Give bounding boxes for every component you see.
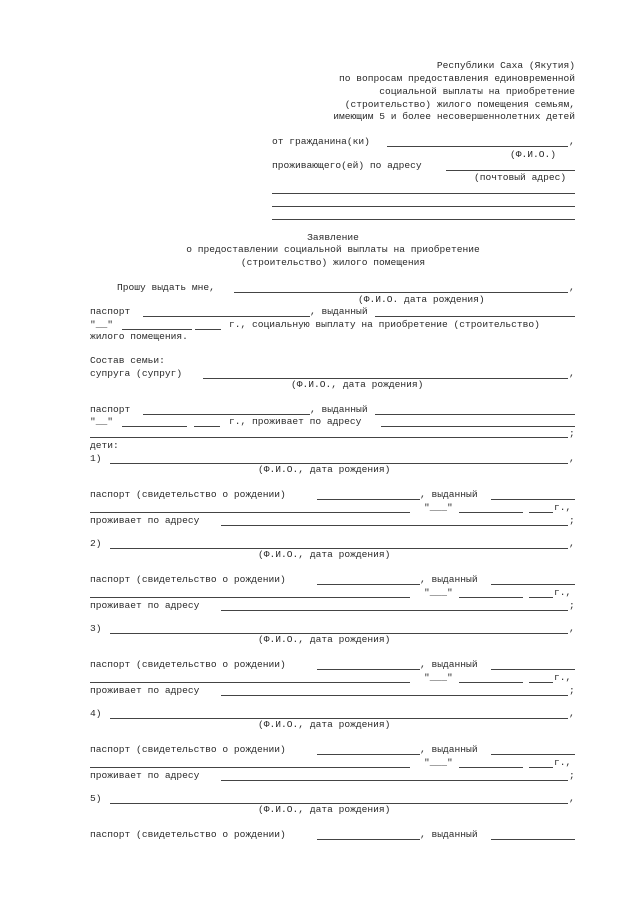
year-field[interactable] bbox=[195, 329, 221, 330]
child-caption: (Ф.И.О., дата рождения) bbox=[258, 719, 391, 730]
child-issued-line-2[interactable] bbox=[90, 597, 410, 598]
child-address-field[interactable] bbox=[221, 525, 568, 526]
child-month-field[interactable] bbox=[459, 512, 523, 513]
child-passport-field[interactable] bbox=[317, 499, 420, 500]
child-passport-label: паспорт (свидетельство о рождении) bbox=[90, 744, 286, 755]
child-year-field[interactable] bbox=[529, 597, 553, 598]
child-issued-field[interactable] bbox=[491, 754, 575, 755]
address-line-4[interactable] bbox=[272, 219, 575, 220]
child-issued-field[interactable] bbox=[491, 499, 575, 500]
child-issued-label: , выданный bbox=[420, 829, 478, 840]
residing-label: проживающего(ей) по адресу bbox=[272, 160, 422, 171]
comma: , bbox=[569, 708, 575, 719]
comma: , bbox=[569, 623, 575, 634]
child-issued-label: , выданный bbox=[420, 659, 478, 670]
child-passport-field[interactable] bbox=[317, 754, 420, 755]
child-year-label: г., bbox=[554, 587, 572, 598]
spouse-year-field[interactable] bbox=[194, 426, 220, 427]
child-date-quote: "___" bbox=[424, 502, 453, 513]
child-number: 1) bbox=[90, 453, 102, 464]
child-issued-label: , выданный bbox=[420, 489, 478, 500]
spouse-address-field[interactable] bbox=[381, 426, 575, 427]
spouse-month-field[interactable] bbox=[122, 426, 187, 427]
child-passport-label: паспорт (свидетельство о рождении) bbox=[90, 574, 286, 585]
child-month-field[interactable] bbox=[459, 682, 523, 683]
child-issued-line-2[interactable] bbox=[90, 512, 410, 513]
address-field[interactable] bbox=[446, 170, 575, 171]
child-address-field[interactable] bbox=[221, 780, 568, 781]
spouse-passport-label: паспорт bbox=[90, 404, 131, 415]
child-issued-field[interactable] bbox=[491, 584, 575, 585]
child-year-label: г., bbox=[554, 757, 572, 768]
child-issued-label: , выданный bbox=[420, 744, 478, 755]
family-heading: Состав семьи: bbox=[90, 355, 165, 366]
semicolon: ; bbox=[569, 685, 575, 696]
child-issued-line-2[interactable] bbox=[90, 682, 410, 683]
spouse-caption: (Ф.И.О., дата рождения) bbox=[291, 379, 424, 390]
comma: , bbox=[569, 136, 575, 147]
semicolon: ; bbox=[569, 600, 575, 611]
child-year-field[interactable] bbox=[529, 767, 553, 768]
title-line-2: о предоставлении социальной выплаты на приобретение bbox=[186, 244, 480, 255]
address-line-2[interactable] bbox=[272, 193, 575, 194]
spouse-issued-label: , выданный bbox=[310, 404, 368, 415]
issued-by-field[interactable] bbox=[375, 316, 575, 317]
child-caption: (Ф.И.О., дата рождения) bbox=[258, 464, 391, 475]
comma: , bbox=[569, 368, 575, 379]
comma: , bbox=[569, 538, 575, 549]
child-number: 3) bbox=[90, 623, 102, 634]
child-month-field[interactable] bbox=[459, 597, 523, 598]
housing-text: жилого помещения. bbox=[90, 331, 188, 342]
child-issued-field[interactable] bbox=[491, 669, 575, 670]
semicolon: ; bbox=[569, 428, 575, 439]
spouse-passport-field[interactable] bbox=[143, 414, 310, 415]
address-line-3[interactable] bbox=[272, 206, 575, 207]
child-address-field[interactable] bbox=[221, 610, 568, 611]
addressee-line-1: Республики Саха (Якутия) bbox=[436, 60, 575, 71]
passport-label: паспорт bbox=[90, 306, 131, 317]
child-year-field[interactable] bbox=[529, 512, 553, 513]
child-passport-field[interactable] bbox=[317, 839, 420, 840]
child-passport-label: паспорт (свидетельство о рождении) bbox=[90, 489, 286, 500]
child-date-quote: "___" bbox=[424, 672, 453, 683]
child-lives-label: проживает по адресу bbox=[90, 770, 200, 781]
child-year-label: г., bbox=[554, 502, 572, 513]
applicant-name-field[interactable] bbox=[387, 146, 568, 147]
child-issued-field[interactable] bbox=[491, 839, 575, 840]
child-number: 5) bbox=[90, 793, 102, 804]
child-number: 2) bbox=[90, 538, 102, 549]
child-address-field[interactable] bbox=[221, 695, 568, 696]
child-lives-label: проживает по адресу bbox=[90, 685, 200, 696]
comma: , bbox=[569, 453, 575, 464]
child-issued-label: , выданный bbox=[420, 574, 478, 585]
addressee-line-4: (строительство) жилого помещения семьям, bbox=[344, 99, 575, 110]
addressee-line-3: социальной выплаты на приобретение bbox=[379, 86, 575, 97]
applicant-fio-dob-field[interactable] bbox=[234, 292, 568, 293]
child-caption: (Ф.И.О., дата рождения) bbox=[258, 549, 391, 560]
children-heading: дети: bbox=[90, 440, 119, 451]
comma: , bbox=[569, 793, 575, 804]
spouse-address-line-2[interactable] bbox=[90, 437, 568, 438]
comma: , bbox=[569, 282, 575, 293]
ask-label: Прошу выдать мне, bbox=[117, 282, 215, 293]
spouse-issued-field[interactable] bbox=[375, 414, 575, 415]
child-passport-label: паспорт (свидетельство о рождении) bbox=[90, 829, 286, 840]
child-lives-label: проживает по адресу bbox=[90, 515, 200, 526]
child-number: 4) bbox=[90, 708, 102, 719]
child-month-field[interactable] bbox=[459, 767, 523, 768]
child-year-field[interactable] bbox=[529, 682, 553, 683]
child-passport-label: паспорт (свидетельство о рождении) bbox=[90, 659, 286, 670]
from-label: от гражданина(ки) bbox=[272, 136, 370, 147]
spouse-date-quote: "__" bbox=[90, 416, 114, 427]
year-text: г., социальную выплату на приобретение (строительство) bbox=[229, 319, 540, 330]
child-passport-field[interactable] bbox=[317, 584, 420, 585]
addressee-line-5: имеющим 5 и более несовершеннолетних детей bbox=[333, 111, 575, 122]
fio-caption: (Ф.И.О.) bbox=[510, 149, 557, 160]
postal-caption: (почтовый адрес) bbox=[474, 172, 567, 183]
date-quote: "__" bbox=[90, 319, 114, 330]
child-caption: (Ф.И.О., дата рождения) bbox=[258, 634, 391, 645]
spouse-lives-text: г., проживает по адресу bbox=[229, 416, 362, 427]
passport-field[interactable] bbox=[143, 316, 310, 317]
child-issued-line-2[interactable] bbox=[90, 767, 410, 768]
child-passport-field[interactable] bbox=[317, 669, 420, 670]
child-year-label: г., bbox=[554, 672, 572, 683]
spouse-label: супруга (супруг) bbox=[90, 368, 183, 379]
month-field[interactable] bbox=[122, 329, 192, 330]
child-date-quote: "___" bbox=[424, 587, 453, 598]
semicolon: ; bbox=[569, 770, 575, 781]
fio-dob-caption: (Ф.И.О. дата рождения) bbox=[358, 294, 485, 305]
child-caption: (Ф.И.О., дата рождения) bbox=[258, 804, 391, 815]
title-line-1: Заявление bbox=[307, 232, 359, 243]
semicolon: ; bbox=[569, 515, 575, 526]
child-date-quote: "___" bbox=[424, 757, 453, 768]
addressee-line-2: по вопросам предоставления единовременной bbox=[338, 73, 575, 84]
title-line-3: (строительство) жилого помещения bbox=[240, 257, 426, 268]
child-lives-label: проживает по адресу bbox=[90, 600, 200, 611]
issued-label: , выданный bbox=[310, 306, 368, 317]
